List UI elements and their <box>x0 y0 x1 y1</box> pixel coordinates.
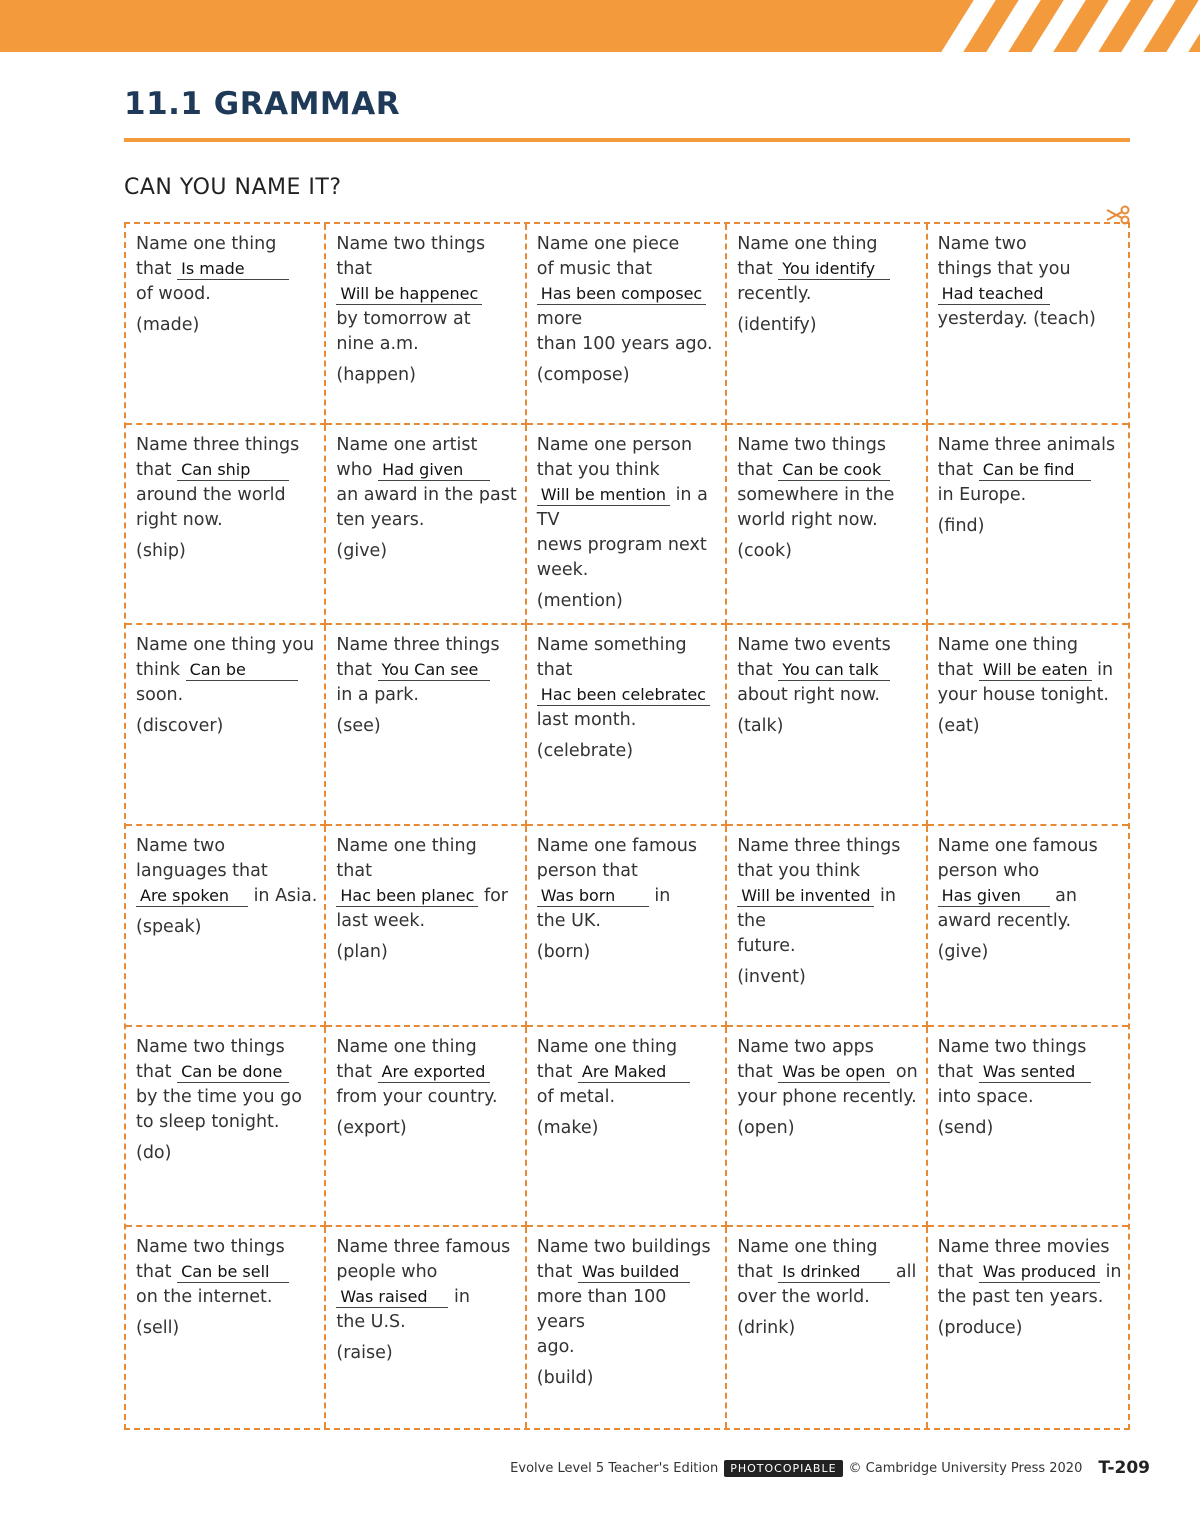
answer-blank[interactable]: Is drinked <box>778 1262 890 1283</box>
card-prompt-end: somewhere in the world right now. <box>737 484 895 530</box>
answer-blank[interactable]: You can talk <box>778 660 890 681</box>
card-prompt-start: Name one piece of music that <box>536 234 680 279</box>
answer-blank[interactable]: Are spoken <box>136 886 248 907</box>
grammar-card <box>326 425 526 626</box>
card-prompt-start: Name three famous people who <box>336 1237 511 1283</box>
card-prompt-end: on the internet. <box>136 1287 273 1308</box>
grammar-card <box>727 1027 927 1228</box>
card-prompt-start: Name one thing that <box>336 1036 477 1082</box>
grammar-card <box>527 625 727 826</box>
card-prompt-end: more than 100 years ago. <box>536 1287 667 1358</box>
verb-hint: (give) <box>937 942 989 962</box>
verb-hint: (happen) <box>336 365 416 385</box>
verb-hint: (raise) <box>336 1343 393 1364</box>
card-prompt-end: in a park. <box>336 685 419 706</box>
verb-hint: (eat) <box>937 716 980 737</box>
grammar-card <box>126 224 326 425</box>
grammar-card <box>126 1227 326 1428</box>
card-prompt-start: Name one thing you think <box>136 635 315 681</box>
verb-hint: (export) <box>336 1117 407 1138</box>
grammar-card <box>727 224 927 425</box>
verb-hint: (make) <box>536 1117 599 1138</box>
card-prompt-start: Name three things that you think <box>737 836 901 881</box>
verb-hint: (plan) <box>336 942 388 962</box>
card-prompt-start: Name two events that <box>737 635 891 681</box>
grammar-card <box>928 224 1128 425</box>
card-prompt-end: about right now. <box>737 685 880 706</box>
card-prompt-start: Name three animals that <box>937 434 1116 480</box>
grammar-card <box>126 625 326 826</box>
card-prompt-end: an award recently. <box>937 886 1077 931</box>
answer-blank[interactable]: Will be mention <box>537 485 670 506</box>
answer-blank[interactable]: Was born <box>537 886 649 907</box>
card-prompt-start: Name one thing that <box>136 234 277 279</box>
grammar-card <box>326 625 526 826</box>
verb-hint: (drink) <box>737 1318 796 1339</box>
card-prompt-end: for last week. <box>336 886 509 931</box>
verb-hint: (send) <box>937 1117 994 1138</box>
verb-hint: (invent) <box>737 967 806 987</box>
answer-blank[interactable]: Will be happenec <box>336 284 482 305</box>
answer-blank[interactable]: Will be invented <box>737 886 874 907</box>
card-prompt-start: Name two things that <box>937 1036 1087 1082</box>
card-prompt-start: Name three things that <box>336 635 500 681</box>
verb-hint: (compose) <box>536 365 630 385</box>
grammar-card <box>527 826 727 1027</box>
grammar-card <box>928 625 1128 826</box>
card-prompt-end: in the UK. <box>536 886 671 931</box>
answer-blank[interactable]: Can be cook <box>778 460 890 481</box>
title-divider <box>124 138 1130 142</box>
grammar-card <box>326 1027 526 1228</box>
card-prompt-start: Name one thing that <box>737 1237 878 1283</box>
card-prompt-start: Name one thing that <box>336 836 477 881</box>
card-prompt-end: in the future. <box>737 886 897 956</box>
card-prompt-end: by the time you go to sleep tonight. <box>136 1086 302 1132</box>
top-banner <box>0 0 1200 52</box>
verb-hint: (find) <box>937 515 985 536</box>
card-prompt-start: Name one artist who <box>336 434 478 480</box>
card-prompt-end: in Europe. <box>937 484 1027 505</box>
grammar-card <box>727 425 927 626</box>
card-prompt-start: Name two things that you <box>937 234 1071 279</box>
verb-hint: (sell) <box>136 1318 180 1339</box>
answer-blank[interactable]: Was sented <box>979 1062 1091 1083</box>
card-prompt-end: yesterday. (teach) <box>937 309 1096 329</box>
card-prompt-start: Name something that <box>536 635 687 681</box>
card-prompt-start: Name one famous person that <box>536 836 697 881</box>
answer-blank[interactable]: Had given <box>378 460 490 481</box>
page-title: 11.1 GRAMMAR <box>124 86 401 122</box>
card-prompt-start: Name one person that you think <box>536 434 693 480</box>
card-prompt-start: Name one thing that <box>937 635 1078 681</box>
answer-blank[interactable]: Is made <box>177 259 289 280</box>
answer-blank[interactable]: Can be sell <box>177 1262 289 1283</box>
verb-hint: (discover) <box>136 716 224 737</box>
answer-blank[interactable]: Was raised <box>336 1287 448 1308</box>
answer-blank[interactable]: You identify <box>778 259 890 280</box>
card-prompt-start: Name two things that <box>136 1036 285 1082</box>
verb-hint: (open) <box>737 1117 795 1138</box>
edition-label: Evolve Level 5 Teacher's Edition <box>510 1460 719 1476</box>
answer-blank[interactable]: Had teached <box>938 284 1050 305</box>
grammar-card <box>126 425 326 626</box>
card-prompt-start: Name two things that <box>737 434 886 480</box>
grammar-card <box>928 425 1128 626</box>
card-prompt-end: of wood. <box>136 284 211 304</box>
verb-hint: (mention) <box>536 590 623 611</box>
card-prompt-start: Name one famous person who <box>937 836 1098 881</box>
card-prompt-start: Name one thing that <box>737 234 878 279</box>
answer-blank[interactable]: Are Maked <box>578 1062 690 1083</box>
answer-blank[interactable]: Are exported <box>378 1062 490 1083</box>
grammar-card <box>326 224 526 425</box>
card-prompt-start: Name two languages that <box>136 836 268 881</box>
card-prompt-end: all over the world. <box>737 1262 917 1308</box>
verb-hint: (talk) <box>737 716 784 737</box>
card-prompt-end: on your phone recently. <box>737 1061 918 1107</box>
answer-blank[interactable]: Can ship <box>177 460 289 481</box>
answer-blank[interactable]: Has been composec <box>537 284 706 305</box>
card-prompt-start: Name two things that <box>136 1237 285 1283</box>
card-prompt-end: last month. <box>536 710 637 731</box>
grammar-card <box>928 826 1128 1027</box>
grammar-card <box>326 1227 526 1428</box>
verb-hint: (cook) <box>737 540 793 561</box>
verb-hint: (born) <box>536 942 591 962</box>
grammar-card <box>527 1227 727 1428</box>
card-prompt-start: Name three movies that <box>937 1237 1110 1283</box>
verb-hint: (build) <box>536 1368 594 1389</box>
grammar-card <box>928 1027 1128 1228</box>
verb-hint: (celebrate) <box>536 741 634 762</box>
verb-hint: (do) <box>136 1142 172 1163</box>
card-prompt-start: Name two buildings that <box>536 1237 711 1283</box>
photocopiable-badge: PHOTOCOPIABLE <box>724 1460 842 1477</box>
page-footer <box>510 1458 1150 1478</box>
grammar-card <box>126 826 326 1027</box>
card-prompt-start: Name one thing that <box>536 1036 678 1082</box>
answer-blank[interactable]: Can be find <box>979 460 1091 481</box>
answer-blank[interactable]: Was produced <box>979 1262 1100 1283</box>
grammar-card <box>727 625 927 826</box>
verb-hint: (see) <box>336 716 381 737</box>
card-prompt-end: in the U.S. <box>336 1287 470 1333</box>
card-prompt-end: more than 100 years ago. <box>536 309 713 354</box>
answer-blank[interactable]: Can be done <box>177 1062 289 1083</box>
card-prompt-end: of metal. <box>536 1086 616 1107</box>
answer-blank[interactable]: Hac been planec <box>336 886 478 907</box>
answer-blank[interactable]: Has given <box>938 886 1050 907</box>
card-prompt-end: in your house tonight. <box>937 660 1114 706</box>
answer-blank[interactable]: Can be <box>186 660 298 681</box>
card-prompt-end: into space. <box>937 1086 1034 1107</box>
verb-hint: (give) <box>336 540 388 561</box>
card-prompt-end: in the past ten years. <box>937 1262 1122 1308</box>
verb-hint: (ship) <box>136 540 186 561</box>
answer-blank[interactable]: Will be eaten <box>979 660 1092 681</box>
card-prompt-end: around the world right now. <box>136 484 286 530</box>
grammar-card <box>326 826 526 1027</box>
answer-blank[interactable]: You Can see <box>378 660 490 681</box>
grammar-card <box>727 1227 927 1428</box>
answer-blank[interactable]: Was be open <box>778 1062 890 1083</box>
card-prompt-start: Name two apps that <box>737 1036 874 1082</box>
verb-hint: (produce) <box>937 1318 1023 1339</box>
card-prompt-end: from your country. <box>336 1086 498 1107</box>
card-prompt-end: in Asia. <box>248 886 318 906</box>
grammar-card <box>527 425 727 626</box>
card-grid <box>124 222 1130 1430</box>
grammar-card <box>527 1027 727 1228</box>
answer-blank[interactable]: Was builded <box>578 1262 690 1283</box>
grammar-card <box>727 826 927 1027</box>
grammar-card <box>928 1227 1128 1428</box>
card-prompt-end: an award in the past ten years. <box>336 484 517 530</box>
page-number: T-209 <box>1098 1458 1150 1478</box>
card-prompt-end: recently. <box>737 284 812 304</box>
verb-hint: (identify) <box>737 315 817 335</box>
verb-hint: (made) <box>136 315 200 335</box>
card-prompt-end: by tomorrow at nine a.m. <box>336 309 471 354</box>
card-prompt-start: Name three things that <box>136 434 300 480</box>
card-prompt-end: in a TV news program next week. <box>536 484 708 580</box>
answer-blank[interactable]: Hac been celebratec <box>537 685 710 706</box>
copyright-text: © Cambridge University Press 2020 <box>848 1460 1083 1476</box>
grammar-card <box>527 224 727 425</box>
activity-title: CAN YOU NAME IT? <box>124 175 342 200</box>
grammar-card <box>126 1027 326 1228</box>
card-prompt-end: soon. <box>136 685 184 706</box>
card-prompt-start: Name two things that <box>336 234 486 279</box>
verb-hint: (speak) <box>136 917 202 937</box>
